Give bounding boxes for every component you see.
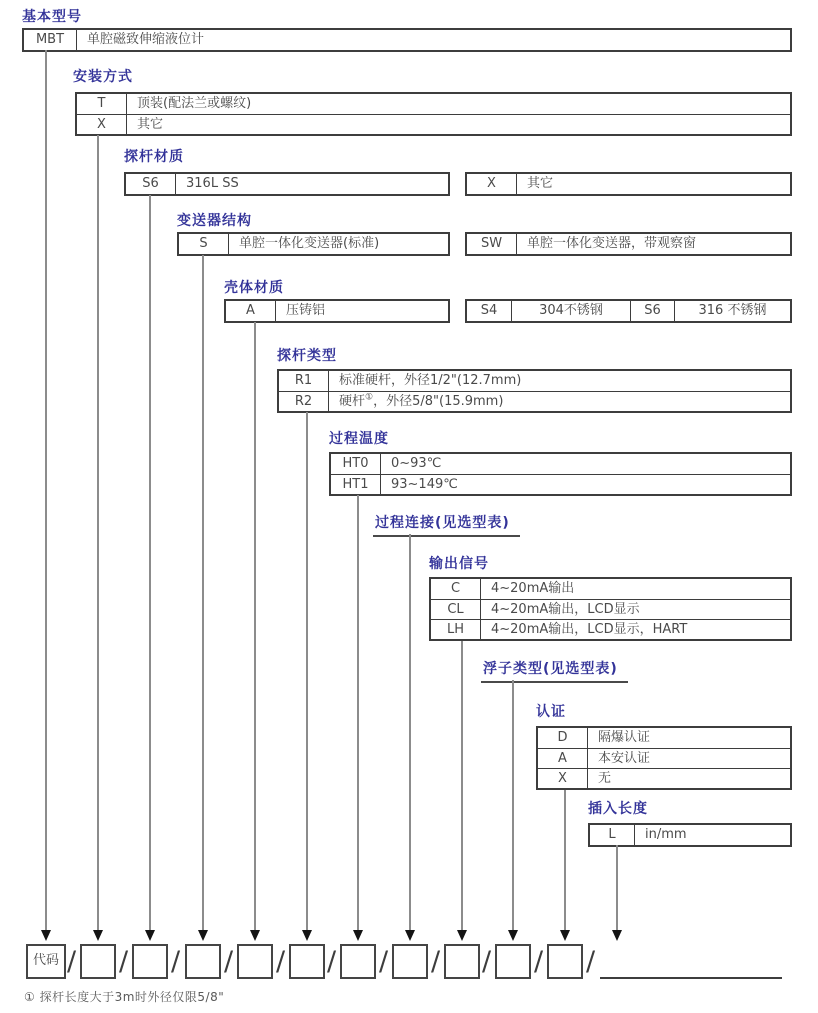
section-title-mounting: 安装方式 [73, 69, 133, 85]
code-entry-box [185, 944, 221, 979]
separator-slash: / [171, 946, 181, 977]
separator-slash: / [327, 946, 337, 977]
arrow-down-icon [457, 930, 467, 941]
arrow-down-icon [250, 930, 260, 941]
section-title-process-connection: 过程连接(见选型表) [373, 512, 520, 537]
arrow-down-icon [560, 930, 570, 941]
connector-line [357, 495, 359, 930]
connector-line [512, 680, 514, 930]
table-row [279, 371, 790, 391]
table-row [126, 174, 448, 194]
certification-table [536, 726, 792, 790]
transmitter-alt-table [465, 232, 792, 256]
table-row [431, 619, 790, 639]
option-desc: 单腔一体化变送器，带观察窗 [527, 236, 697, 251]
option-desc-text: 硬杆 [339, 394, 366, 409]
arrow-down-icon [612, 930, 622, 941]
section-title-basic: 基本型号 [22, 9, 82, 25]
option-desc: 压铸铝 [286, 303, 326, 318]
housing-alt-table [465, 299, 792, 323]
footnote: ① 探杆长度大于3m时外径仅限5/8" [24, 990, 225, 1004]
option-code: MBT [24, 30, 77, 50]
option-desc-text: ，外径5/8"(15.9mm) [373, 394, 504, 409]
option-code: L [590, 825, 635, 845]
option-code: S [179, 234, 229, 254]
code-entry-box [237, 944, 273, 979]
option-desc: 316 不锈钢 [698, 303, 767, 318]
option-desc: 0~93℃ [391, 456, 442, 471]
connector-line [97, 135, 99, 930]
option-desc: 隔爆认证 [598, 730, 651, 745]
mounting-table [75, 92, 792, 136]
probe-material-alt-table [465, 172, 792, 196]
table-row [538, 748, 790, 768]
option-desc: 4~20mA输出，LCD显示 [491, 602, 640, 617]
option-desc: 其它 [137, 117, 164, 132]
option-desc: 标准硬杆，外径1/2"(12.7mm) [339, 373, 522, 388]
probe-type-table [277, 369, 792, 413]
option-code: CL [431, 600, 481, 619]
section-title-probe-material: 探杆材质 [124, 149, 184, 165]
housing-table [224, 299, 450, 323]
basic-model-table [22, 28, 792, 52]
connector-line [409, 534, 411, 930]
table-row [467, 301, 790, 321]
transmitter-table [177, 232, 450, 256]
table-row [467, 174, 790, 194]
table-row [431, 599, 790, 619]
option-code: A [538, 749, 588, 768]
process-temp-table [329, 452, 792, 496]
probe-material-table [124, 172, 450, 196]
connector-line [149, 195, 151, 930]
option-desc: 304不锈钢 [539, 303, 603, 318]
output-signal-table [429, 577, 792, 641]
option-code: T [77, 94, 127, 114]
section-title-insertion-length: 插入长度 [588, 801, 648, 817]
table-row [590, 825, 790, 845]
section-title-float-type: 浮子类型(见选型表) [481, 658, 628, 683]
footnote-marker: ① [365, 392, 374, 403]
arrow-down-icon [41, 930, 51, 941]
option-code: R2 [279, 392, 329, 411]
length-fill-line [600, 977, 782, 979]
option-desc: 本安认证 [598, 751, 651, 766]
option-desc: 无 [598, 771, 612, 786]
option-code: X [538, 769, 588, 788]
insertion-length-table [588, 823, 792, 847]
option-code: HT1 [331, 475, 381, 494]
option-desc: 其它 [527, 176, 554, 191]
arrow-down-icon [93, 930, 103, 941]
option-desc: 4~20mA输出，LCD显示，HART [491, 622, 688, 637]
arrow-down-icon [405, 930, 415, 941]
connector-line [306, 412, 308, 930]
option-code: LH [431, 620, 481, 639]
table-row [279, 391, 790, 411]
table-row [226, 301, 448, 321]
code-entry-box [289, 944, 325, 979]
option-desc: 单腔磁致伸缩液位计 [87, 32, 205, 47]
code-entry-box [495, 944, 531, 979]
code-entry-box [340, 944, 376, 979]
option-desc: in/mm [645, 827, 687, 842]
code-entry-box [132, 944, 168, 979]
option-code: X [77, 115, 127, 134]
option-code: S6 [630, 301, 675, 321]
table-row [538, 728, 790, 748]
section-title-probe-type: 探杆类型 [277, 348, 337, 364]
option-desc: 316L SS [186, 176, 239, 191]
option-code: X [467, 174, 517, 194]
separator-slash: / [586, 946, 596, 977]
connector-line [564, 790, 566, 930]
separator-slash: / [482, 946, 492, 977]
option-code: C [431, 579, 481, 599]
section-title-certification: 认证 [536, 704, 566, 720]
arrow-down-icon [145, 930, 155, 941]
option-desc: 顶装(配法兰或螺纹) [137, 96, 252, 111]
separator-slash: / [379, 946, 389, 977]
option-code: HT0 [331, 454, 381, 474]
table-row [331, 454, 790, 474]
connector-line [202, 255, 204, 930]
arrow-down-icon [353, 930, 363, 941]
code-entry-box [547, 944, 583, 979]
table-row [467, 234, 790, 254]
separator-slash: / [67, 946, 77, 977]
separator-slash: / [119, 946, 129, 977]
option-desc: 4~20mA输出 [491, 581, 575, 596]
table-row [77, 114, 790, 134]
code-entry-box [444, 944, 480, 979]
connector-line [616, 845, 618, 930]
option-code: S4 [467, 301, 512, 321]
table-row [179, 234, 448, 254]
arrow-down-icon [508, 930, 518, 941]
connector-line [461, 641, 463, 930]
option-code: A [226, 301, 276, 321]
separator-slash: / [431, 946, 441, 977]
section-title-housing: 壳体材质 [224, 280, 284, 296]
section-title-output-signal: 输出信号 [429, 556, 489, 572]
option-desc [329, 392, 790, 411]
option-desc: 单腔一体化变送器(标准) [239, 236, 380, 251]
option-code: R1 [279, 371, 329, 391]
connector-line [45, 50, 47, 930]
option-code: SW [467, 234, 517, 254]
section-title-transmitter: 变送器结构 [177, 213, 252, 229]
table-row [24, 30, 790, 50]
table-row [538, 768, 790, 788]
table-row [431, 579, 790, 599]
section-title-process-temp: 过程温度 [329, 431, 389, 447]
connector-line [254, 322, 256, 930]
table-row [77, 94, 790, 114]
separator-slash: / [276, 946, 286, 977]
option-desc: 93~149℃ [391, 477, 458, 492]
separator-slash: / [224, 946, 234, 977]
code-entry-box [392, 944, 428, 979]
code-label-box: 代码 [26, 944, 66, 979]
separator-slash: / [534, 946, 544, 977]
option-code: D [538, 728, 588, 748]
arrow-down-icon [198, 930, 208, 941]
option-code: S6 [126, 174, 176, 194]
code-entry-box [80, 944, 116, 979]
arrow-down-icon [302, 930, 312, 941]
table-row [331, 474, 790, 494]
